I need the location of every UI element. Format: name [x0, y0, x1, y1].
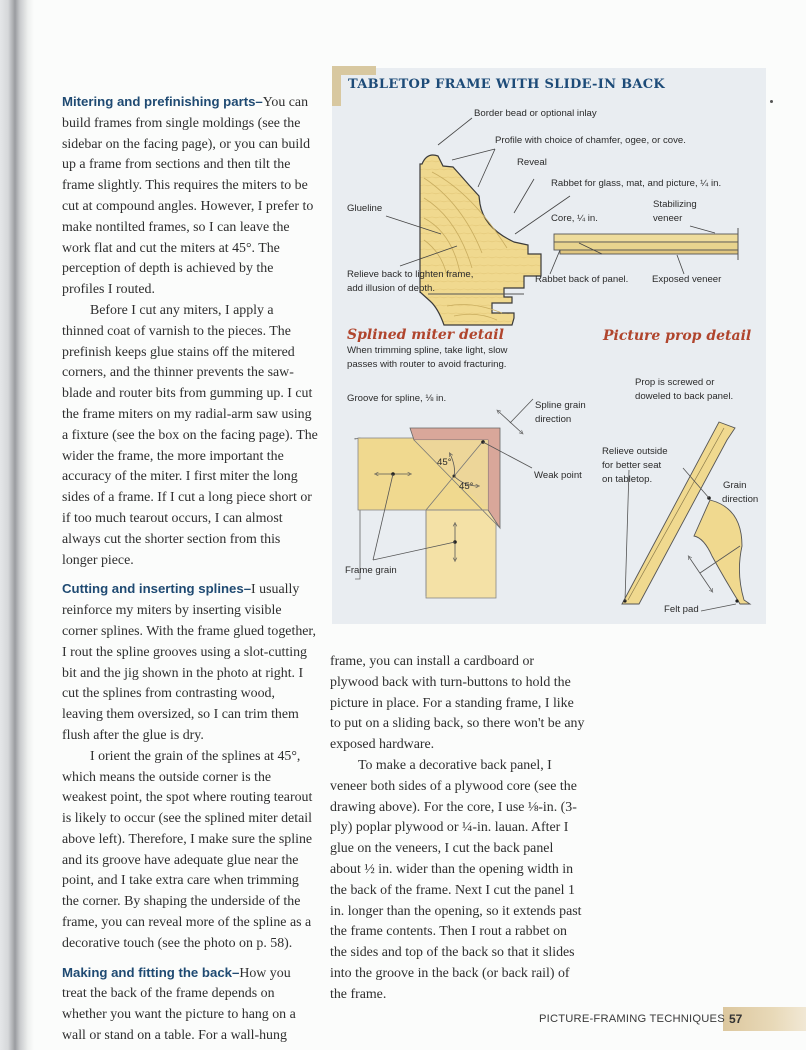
label-exposed-veneer: Exposed veneer	[652, 274, 722, 285]
label-prop-screwed: Prop is screwed or	[635, 377, 715, 388]
label-reveal: Reveal	[517, 157, 547, 168]
label-border-bead: Border bead or optional inlay	[474, 108, 597, 119]
paragraph: I usually reinforce my miters by inserting visible corner splines. With the frame glued together, I rout the spline grooves using a slot-cutting bit and the jig shown in the photo at right. I cut the splines from contrasting wood, leaving them oversized, so I can trim them flush after the glue is dry.	[62, 582, 316, 743]
label-spline-grain: Spline grain	[535, 400, 586, 411]
heading-splines: Cutting and inserting splines–	[62, 581, 252, 597]
section-mitering	[62, 92, 318, 301]
label-relieve-back-2: add illusion of depth.	[347, 283, 436, 294]
label-rabbet-back: Rabbet back of panel.	[535, 274, 629, 285]
label-grain-direction: direction	[722, 494, 759, 505]
label-groove: Groove for spline, ⅛ in.	[347, 393, 447, 404]
section-back	[62, 963, 318, 1047]
right-column	[330, 652, 586, 1006]
label-relieve-back: Relieve back to lighten frame,	[347, 269, 474, 280]
running-footer: PICTURE-FRAMING TECHNIQUES	[539, 1013, 725, 1025]
page-number: 57	[729, 1012, 743, 1026]
label-spline-grain-2: direction	[535, 414, 572, 425]
paragraph: How you treat the back of the frame depends on whether you want the picture to hang on a wall or stand on a table. For a wall-hung	[62, 965, 296, 1044]
print-speck	[770, 100, 773, 103]
section-splines	[62, 579, 318, 746]
label-relieve-outside-2: for better seat	[602, 460, 662, 471]
label-grain: Grain	[723, 480, 747, 491]
paragraph: To make a decorative back panel, I veneer both sides of a plywood core (see the drawing above). For the core, I use ⅛-in. (3-ply) poplar plywood or ¼-in. lauan. After I glue on the veneers, I cut the back panel about ½ in. wider than the opening width in the back of the frame. Next I cut the panel 1 in. longer than the opening, so it extends past the frame contents. Then I rout a rabbet on the sides and top of the back so that it slides into the groove in the back (or back rail) of the frame.	[330, 757, 582, 1002]
page-gutter-shadow	[0, 0, 34, 1050]
label-angle-2: 45°	[459, 481, 474, 492]
label-frame-grain: Frame grain	[345, 565, 397, 576]
subtitle-picture-prop: Picture prop detail	[603, 328, 752, 344]
figure-title: TABLETOP FRAME WITH SLIDE-IN BACK	[348, 77, 666, 92]
label-glueline: Glueline	[347, 203, 383, 214]
paragraph: You can build frames from single moldings (see the sidebar on the facing page), or you can build up a frame from sections and then tilt the frame slightly. This requires the miters to be cut at compound angles. However, I prefer to make nontilted frames, so I can leave the work flat and cut the miters at 45°. The perception of depth is achieved by the profiles I routed.	[62, 95, 314, 298]
label-stabilizing: Stabilizing	[653, 199, 697, 210]
paragraph: I orient the grain of the splines at 45°, which means the outside corner is the weakest point, the spot where routing tearout is likely to occur (see the splined miter detail above left). Therefore, I make sure the spline and its groove have adequate glue near the point, and I take extra care when trimming the corner. By shaping the underside of the frame, you can reveal more of the spline as a decorative touch (see the photo on p. 58).	[62, 748, 313, 951]
paragraph: frame, you can install a cardboard or plywood back with turn-buttons to hold the picture in place. For a standing frame, I like to put on a sliding back, so there won't be any exposed hardware.	[330, 654, 585, 753]
note-trimming-1: When trimming spline, take light, slow	[347, 345, 508, 356]
label-prop-screwed-2: doweled to back panel.	[635, 391, 734, 402]
left-column	[62, 92, 318, 1047]
label-rabbet-glass: Rabbet for glass, mat, and picture, ¼ in.	[551, 178, 722, 189]
note-trimming-2: passes with router to avoid fracturing.	[347, 359, 507, 370]
heading-back: Making and fitting the back–	[62, 964, 240, 980]
paragraph: Before I cut any miters, I apply a thinned coat of varnish to the pieces. The prefinish keeps glue stains off the mitered corners, and the thinner prevents the saw-blade and router bits from gumming up. I cut the frame miters on my radial-arm saw using a fixture (see the box on the facing page). The wider the frame, the more important the accuracy of the miter. I first miter the long sides of a frame. If I cut a long piece short or if too much tearout occurs, I can almost always cut the shorter section from this longer piece.	[62, 302, 318, 568]
label-core: Core, ¼ in.	[551, 213, 598, 224]
label-felt-pad: Felt pad	[664, 604, 699, 615]
label-relieve-outside-3: on tabletop.	[602, 474, 653, 485]
label-relieve-outside: Relieve outside	[602, 446, 668, 457]
label-angle-1: 45°	[437, 457, 452, 468]
label-weak-point: Weak point	[534, 470, 582, 481]
label-stabilizing-veneer: veneer	[653, 213, 683, 224]
subtitle-splined-miter: Splined miter detail	[347, 327, 504, 343]
label-profile: Profile with choice of chamfer, ogee, or cove.	[495, 135, 686, 146]
heading-mitering: Mitering and prefinishing parts–	[62, 94, 263, 109]
